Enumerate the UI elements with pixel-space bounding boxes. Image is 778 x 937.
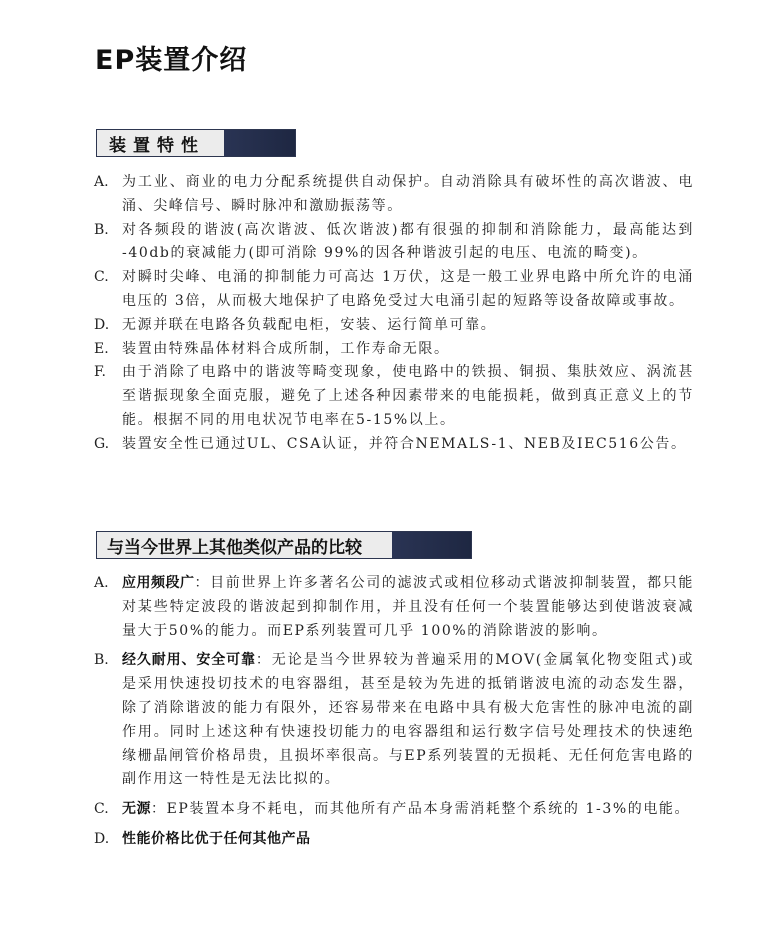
comparison-list xyxy=(94,572,694,858)
item-text: 由于消除了电路中的谐波等畸变现象，使电路中的铁损、铜损、集肤效应、涡流甚至谐振现象全面克服，避免了上述各种因素带来的电能损耗，做到真正意义上的节能。根据不同的用电状况节电率在5-15%以上。 xyxy=(122,364,694,428)
item-text: 装置由特殊晶体材料合成所制，工作寿命无限。 xyxy=(122,340,450,357)
item-text: 对瞬时尖峰、电涌的抑制能力可高达 1万伏，这是一般工业界电路中所允许的电涌电压的 3倍，从而极大地保护了电路免受过大电涌引起的短路等设备故障或事故。 xyxy=(122,269,694,309)
section-header-bar xyxy=(224,130,295,156)
item-text: 为工业、商业的电力分配系统提供自动保护。自动消除具有破坏性的高次谐波、电涌、尖峰信号、瞬时脉冲和激励振荡等。 xyxy=(122,174,694,214)
list-item xyxy=(94,798,694,822)
item-lead: 经久耐用、安全可靠 xyxy=(122,652,256,669)
item-body xyxy=(122,798,694,822)
list-item xyxy=(94,266,694,314)
section-header-features xyxy=(96,129,296,157)
item-letter: F. xyxy=(94,364,106,381)
item-letter: B. xyxy=(94,652,109,669)
list-item xyxy=(94,314,694,338)
item-letter: E. xyxy=(94,340,109,357)
item-lead: 性能价格比优于任何其他产品 xyxy=(122,830,311,847)
item-lead: 无源 xyxy=(122,801,151,818)
list-item xyxy=(94,171,694,219)
list-item xyxy=(94,572,694,643)
list-item xyxy=(94,649,694,792)
item-lead: 应用频段广 xyxy=(122,575,195,591)
item-letter: C. xyxy=(94,269,109,286)
item-text: ：无论是当今世界较为普遍采用的MOV(金属氧化物变阻式)或是采用快速投切技术的电容器组，甚至是较为先进的抵销谐波电流的动态发生器，除了消除谐波的能力有限外，还容易带来在电路中具有极大危害性的脉冲电流的副作用。同时上述这种有快速投切能力的电容器组和运行数字信号处理技术的快速绝缘栅晶闸管价格昂贵，且损坏率很高。与EP系列装置的无损耗、无任何危害电路的副作用这一特性是无法比拟的。 xyxy=(122,652,695,788)
item-body xyxy=(122,572,694,643)
section-header-comparison xyxy=(96,531,472,559)
list-item xyxy=(94,828,694,852)
item-letter: A. xyxy=(94,575,109,591)
section-heading: 与当今世界上其他类似产品的比较 xyxy=(97,532,392,558)
item-body xyxy=(122,649,694,792)
item-letter: G. xyxy=(94,435,110,452)
item-text: ：目前世界上许多著名公司的滤波式或相位移动式谐波抑制装置，都只能对某些特定波段的谐波起到抑制作用，并且没有任何一个装置能够达到使谐波衰减量大于50%的能力。而EP系列装置可几乎 100%的消除谐波的影响。 xyxy=(122,575,695,639)
item-letter: D. xyxy=(94,316,110,333)
page-title: EP装置介绍 xyxy=(95,45,248,76)
item-letter: A. xyxy=(94,174,109,190)
item-text: 对各频段的谐波(高次谐波、低次谐波)都有很强的抑制和消除能力，最高能达到 -40db的衰减能力(即可消除 99%的因各种谐波引起的电压、电流的畸变)。 xyxy=(122,221,694,262)
list-item xyxy=(94,433,694,457)
features-list xyxy=(94,171,694,457)
item-letter: C. xyxy=(94,801,109,818)
section-header-bar xyxy=(392,532,471,558)
item-letter: D. xyxy=(94,830,110,847)
section-heading: 装置特性 xyxy=(97,130,224,156)
list-item xyxy=(94,219,694,267)
list-item xyxy=(94,361,694,432)
item-text: 装置安全性已通过UL、CSA认证，并符合NEMALS-1、NEB及IEC516公告。 xyxy=(122,435,687,452)
item-body xyxy=(122,828,694,852)
item-text: 无源并联在电路各负载配电柜，安装、运行简单可靠。 xyxy=(122,316,497,333)
item-text: ：EP装置本身不耗电，而其他所有产品本身需消耗整个系统的 1-3%的电能。 xyxy=(151,801,691,818)
item-letter: B. xyxy=(94,221,109,238)
list-item xyxy=(94,338,694,362)
